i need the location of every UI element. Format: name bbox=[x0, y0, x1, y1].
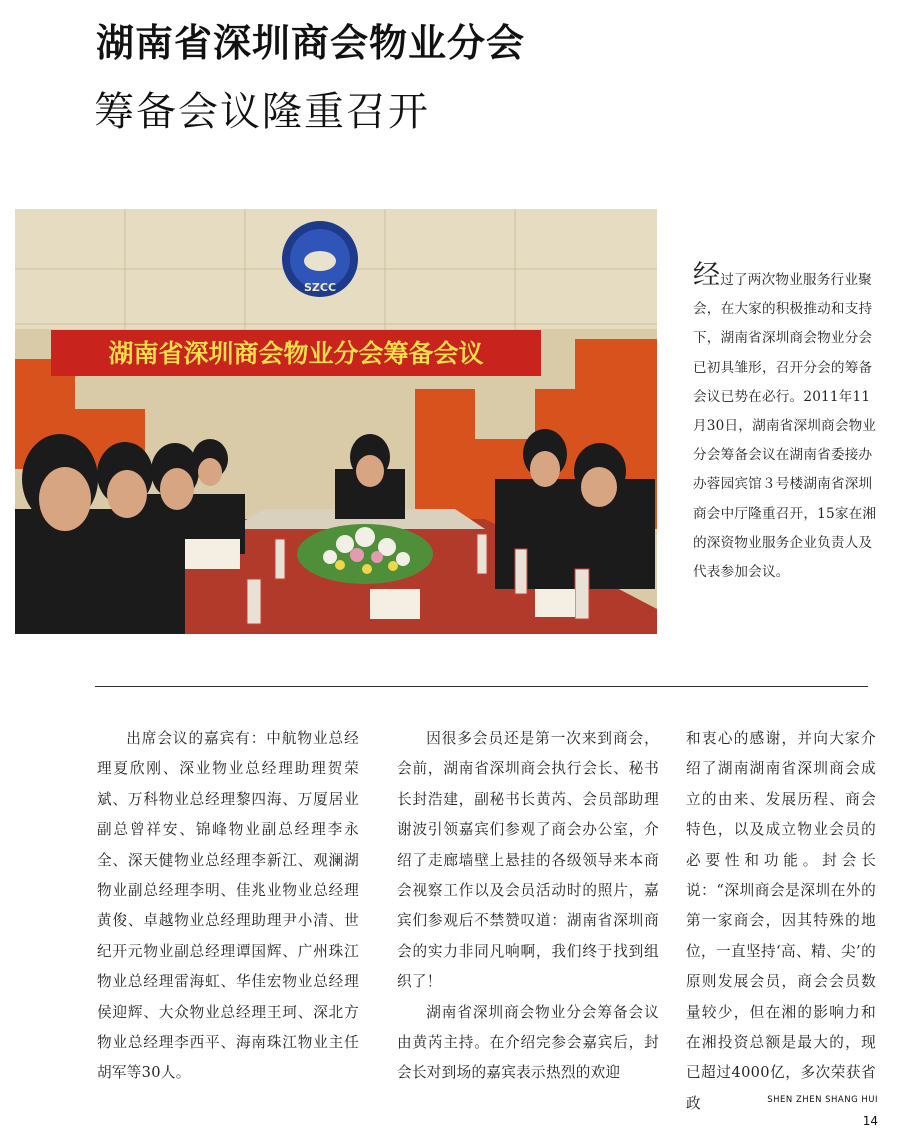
meeting-photo bbox=[15, 209, 657, 634]
article-title-line2: 筹备会议隆重召开 bbox=[94, 89, 430, 135]
intro-text: 过了两次物业服务行业聚会，在大家的积极推动和支持下，湖南省深圳商会物业分会已初具雏形，召开分会的筹备会议已势在必行。2011年11月30日，湖南省深圳商会物业分会筹备会议在湖南省委接办办蓉园宾馆３号楼湖南省深圳商会中厅隆重召开，15家在湘的深资物业服务企业负责人及代表参加会议。 bbox=[693, 272, 877, 581]
page-number: 14 bbox=[862, 1114, 878, 1128]
paragraph: 和衷心的感谢，并向大家介绍了湖南湖南省深圳商会成立的由来、发展历程、商会特色，以及成立物业会员的必要性和功能。封会长说：“深圳商会是深圳在外的第一家商会，因其特殊的地位，一直坚持‘高、精、尖’的原则发展会员，商会会员数量较少，但在湘的影响力和在湘投资总额是最大的，现已超过4000亿，多次荣获省政 bbox=[686, 730, 876, 1112]
paragraph: 因很多会员还是第一次来到商会，会前，湖南省深圳商会执行会长、秘书长封浩建，副秘书长黄芮、会员部助理谢波引领嘉宾们参观了商会办公室，介绍了走廊墙壁上悬挂的各级领导来本商会视察工作以及会员活动时的照片，嘉宾们参观后不禁赞叹道：湖南省深圳商会的实力非同凡响啊，我们终于找到组织了！ bbox=[397, 730, 659, 991]
szcc-logo bbox=[282, 221, 358, 297]
meeting-banner bbox=[51, 330, 541, 376]
body-column-2 bbox=[397, 724, 659, 1089]
dropcap: 经 bbox=[693, 260, 721, 291]
body-column-1 bbox=[97, 724, 359, 1089]
banner-text: 湖南省深圳商会物业分会筹备会议 bbox=[108, 339, 484, 368]
paragraph: 出席会议的嘉宾有：中航物业总经理夏欣刚、深业物业总经理助理贺荣斌、万科物业总经理黎四海、万厦居业副总曾祥安、锦峰物业副总经理李永全、深天健物业总经理李新江、观澜湖物业副总经理李明、佳兆业物业总经理黄俊、卓越物业总经理助理尹小清、世纪开元物业副总经理谭国辉、广州珠江物业总经理雷海虹、华佳宏物业总经理侯迎辉、大众物业总经理王珂、深北方物业总经理李西平、海南珠江物业主任胡军等30人。 bbox=[97, 730, 359, 1082]
intro-paragraph bbox=[693, 260, 879, 587]
paragraph: 湖南省深圳商会物业分会筹备会议由黄芮主持。在介绍完参会嘉宾后，封会长对到场的嘉宾表示热烈的欢迎 bbox=[397, 1003, 659, 1082]
logo-text: SZCC bbox=[303, 281, 337, 294]
magazine-name: SHEN ZHEN SHANG HUI bbox=[767, 1095, 878, 1105]
body-column-3 bbox=[686, 724, 876, 1119]
section-divider bbox=[95, 686, 868, 687]
article-title-line1: 湖南省深圳商会物业分会 bbox=[96, 21, 526, 65]
